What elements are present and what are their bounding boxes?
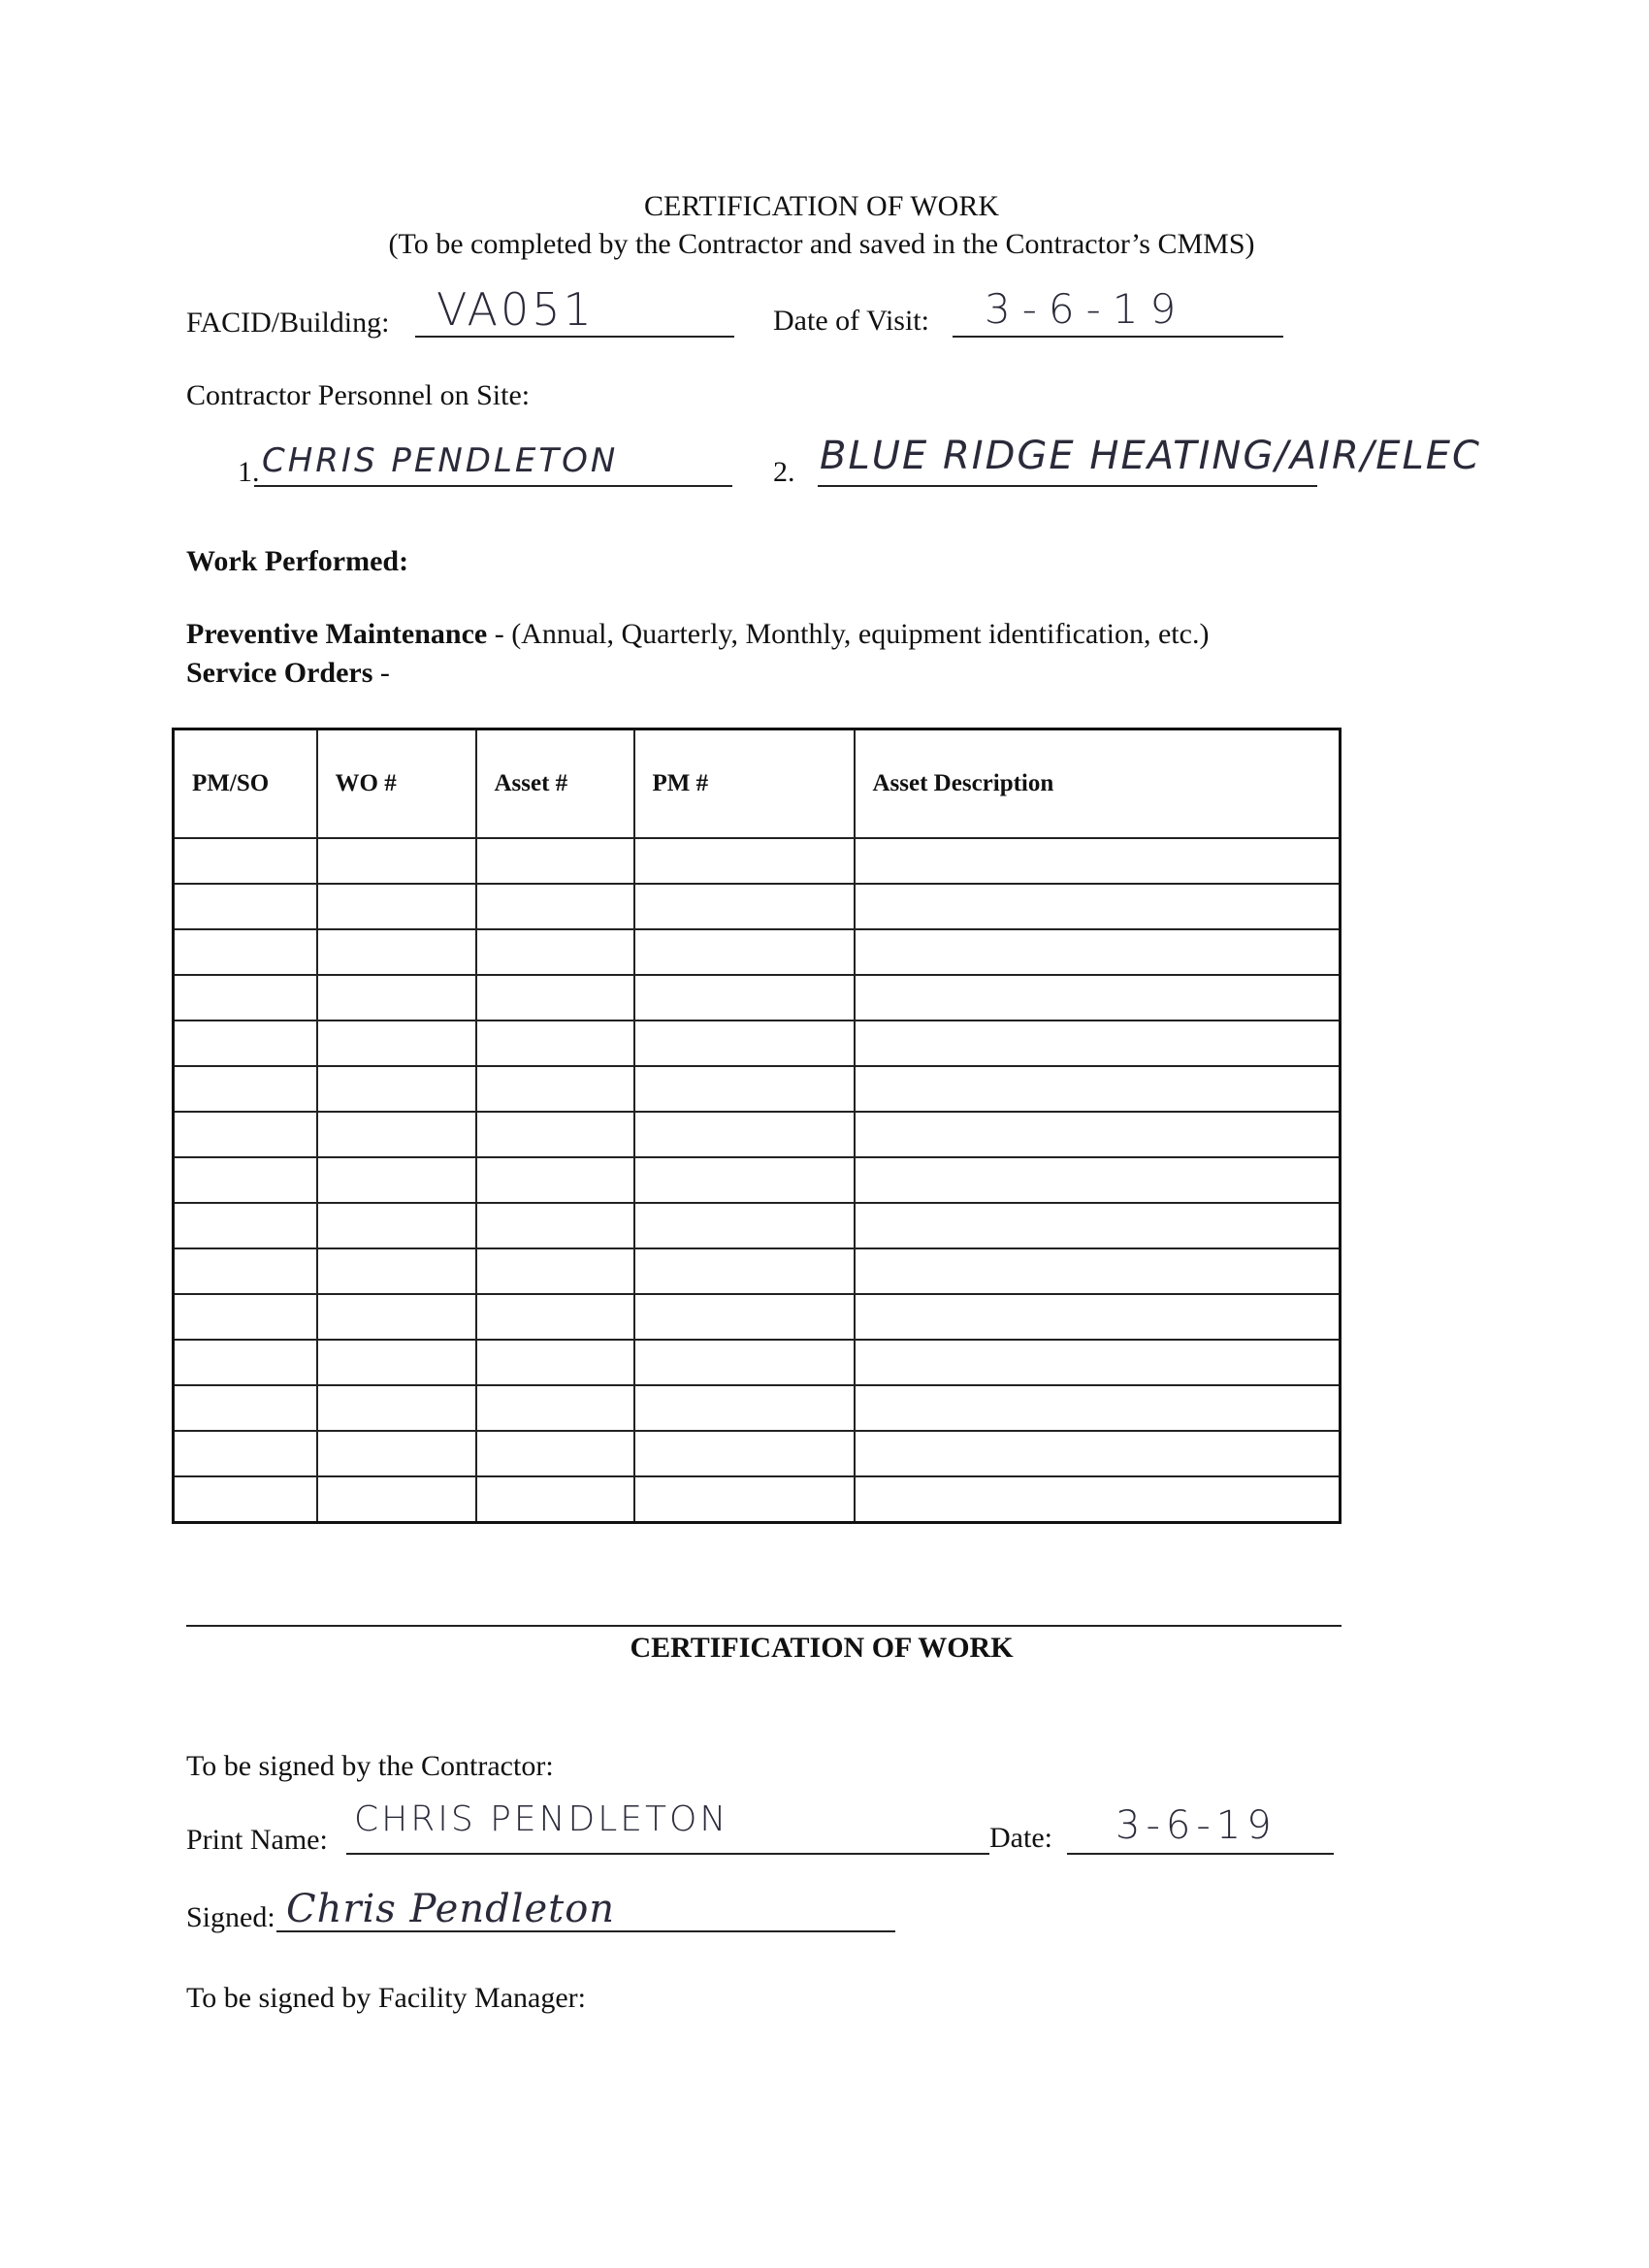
table-cell[interactable] xyxy=(476,1021,634,1066)
table-cell[interactable] xyxy=(317,1476,476,1523)
table-cell[interactable] xyxy=(317,1066,476,1112)
cert-date-underline xyxy=(1067,1853,1334,1855)
table-cell[interactable] xyxy=(317,1248,476,1294)
preventive-maintenance-line xyxy=(186,620,1209,649)
so-label: Service Orders xyxy=(186,657,373,689)
page-subtitle: (To be completed by the Contractor and saved in the Contractor’s CMMS) xyxy=(388,228,1255,260)
table-cell[interactable] xyxy=(174,1294,317,1340)
table-cell[interactable] xyxy=(476,1431,634,1476)
col-pm: PM # xyxy=(634,729,855,839)
table-cell[interactable] xyxy=(174,1157,317,1203)
table-cell[interactable] xyxy=(855,1431,1341,1476)
table-cell[interactable] xyxy=(476,838,634,884)
table-cell[interactable] xyxy=(174,1340,317,1385)
section-divider xyxy=(186,1625,1342,1627)
table-row xyxy=(174,1294,1341,1340)
table-cell[interactable] xyxy=(855,1157,1341,1203)
table-cell[interactable] xyxy=(855,838,1341,884)
table-cell[interactable] xyxy=(476,1385,634,1431)
signed-underline xyxy=(276,1930,895,1932)
certification-title: CERTIFICATION OF WORK xyxy=(630,1632,1014,1664)
contractor-sign-label: To be signed by the Contractor: xyxy=(186,1750,554,1782)
table-cell[interactable] xyxy=(855,1203,1341,1248)
table-cell[interactable] xyxy=(634,1203,855,1248)
table-row xyxy=(174,1066,1341,1112)
table-cell[interactable] xyxy=(174,1112,317,1157)
table-cell[interactable] xyxy=(634,1066,855,1112)
table-row xyxy=(174,1203,1341,1248)
table-row xyxy=(174,1248,1341,1294)
facid-value[interactable]: VA051 xyxy=(436,283,595,336)
table-cell[interactable] xyxy=(476,929,634,975)
table-cell[interactable] xyxy=(855,975,1341,1021)
table-cell[interactable] xyxy=(476,975,634,1021)
signed-label: Signed: xyxy=(186,1901,275,1933)
table-cell[interactable] xyxy=(476,1248,634,1294)
table-cell[interactable] xyxy=(634,1340,855,1385)
table-cell[interactable] xyxy=(476,1340,634,1385)
col-asset: Asset # xyxy=(476,729,634,839)
personnel-1-number: 1. xyxy=(238,456,260,488)
table-cell[interactable] xyxy=(855,1476,1341,1523)
table-cell[interactable] xyxy=(634,975,855,1021)
table-cell[interactable] xyxy=(317,1294,476,1340)
table-cell[interactable] xyxy=(634,1248,855,1294)
table-cell[interactable] xyxy=(855,1294,1341,1340)
table-cell[interactable] xyxy=(317,1021,476,1066)
page-title: CERTIFICATION OF WORK xyxy=(644,190,999,222)
visit-date-underline xyxy=(953,336,1283,338)
table-cell[interactable] xyxy=(634,1476,855,1523)
table-cell[interactable] xyxy=(174,1066,317,1112)
print-name-label: Print Name: xyxy=(186,1824,328,1856)
table-cell[interactable] xyxy=(855,1066,1341,1112)
table-cell[interactable] xyxy=(634,1157,855,1203)
table-cell[interactable] xyxy=(476,1112,634,1157)
table-cell[interactable] xyxy=(317,1112,476,1157)
pm-desc: - (Annual, Quarterly, Monthly, equipment identification, etc.) xyxy=(487,618,1210,650)
table-cell[interactable] xyxy=(317,975,476,1021)
so-desc: - xyxy=(372,657,390,689)
personnel-1-underline xyxy=(254,485,732,487)
table-cell[interactable] xyxy=(174,1248,317,1294)
personnel-label: Contractor Personnel on Site: xyxy=(186,379,531,411)
print-name-value[interactable]: CHRIS PENDLETON xyxy=(354,1799,729,1839)
table-cell[interactable] xyxy=(174,838,317,884)
cert-date-label: Date: xyxy=(989,1822,1052,1854)
table-cell[interactable] xyxy=(317,838,476,884)
table-cell[interactable] xyxy=(317,1431,476,1476)
service-orders-line xyxy=(186,659,390,688)
table-cell[interactable] xyxy=(476,1294,634,1340)
personnel-2-underline xyxy=(818,485,1317,487)
facid-label: FACID/Building: xyxy=(186,307,390,339)
table-cell[interactable] xyxy=(634,1112,855,1157)
table-cell[interactable] xyxy=(476,884,634,929)
table-cell[interactable] xyxy=(634,884,855,929)
table-cell[interactable] xyxy=(476,1476,634,1523)
table-cell[interactable] xyxy=(174,1476,317,1523)
col-asset-description: Asset Description xyxy=(855,729,1341,839)
table-cell[interactable] xyxy=(174,1431,317,1476)
facility-manager-label: To be signed by Facility Manager: xyxy=(186,1982,586,2014)
table-row xyxy=(174,1340,1341,1385)
personnel-2-value[interactable]: BLUE RIDGE HEATING/AIR/ELEC xyxy=(820,434,1481,478)
facid-underline xyxy=(415,336,734,338)
table-header-row xyxy=(174,729,1341,839)
table-cell[interactable] xyxy=(317,884,476,929)
table-cell[interactable] xyxy=(634,838,855,884)
table-row xyxy=(174,929,1341,975)
table-cell[interactable] xyxy=(317,929,476,975)
table-cell[interactable] xyxy=(174,1203,317,1248)
col-wo: WO # xyxy=(317,729,476,839)
table-row xyxy=(174,1385,1341,1431)
pm-label: Preventive Maintenance xyxy=(186,618,488,650)
table-cell[interactable] xyxy=(317,1340,476,1385)
table-row xyxy=(174,1021,1341,1066)
table-cell[interactable] xyxy=(317,1385,476,1431)
print-name-underline xyxy=(346,1853,989,1855)
table-cell[interactable] xyxy=(634,1385,855,1431)
table-cell[interactable] xyxy=(476,1066,634,1112)
table-cell[interactable] xyxy=(855,1021,1341,1066)
work-performed-heading: Work Performed: xyxy=(186,545,409,577)
work-table xyxy=(172,728,1342,1524)
visit-date-label: Date of Visit: xyxy=(773,305,929,337)
table-row xyxy=(174,1431,1341,1476)
col-pm-so: PM/SO xyxy=(174,729,317,839)
table-cell[interactable] xyxy=(634,1021,855,1066)
contractor-signature[interactable]: Chris Pendleton xyxy=(286,1887,616,1931)
table-cell[interactable] xyxy=(317,1203,476,1248)
personnel-2-number: 2. xyxy=(773,456,795,488)
table-row xyxy=(174,884,1341,929)
table-cell[interactable] xyxy=(317,1157,476,1203)
personnel-1-value[interactable]: CHRIS PENDLETON xyxy=(262,441,619,480)
table-row xyxy=(174,838,1341,884)
table-cell[interactable] xyxy=(476,1157,634,1203)
table-cell[interactable] xyxy=(174,1385,317,1431)
table-cell[interactable] xyxy=(174,975,317,1021)
table-cell[interactable] xyxy=(174,1021,317,1066)
table-cell[interactable] xyxy=(855,1112,1341,1157)
table-cell[interactable] xyxy=(855,1340,1341,1385)
table-cell[interactable] xyxy=(855,929,1341,975)
table-row xyxy=(174,1112,1341,1157)
table-row xyxy=(174,975,1341,1021)
table-cell[interactable] xyxy=(634,1294,855,1340)
table-cell[interactable] xyxy=(855,1385,1341,1431)
table-cell[interactable] xyxy=(855,1248,1341,1294)
visit-date-value[interactable]: 3-6-19 xyxy=(985,285,1188,333)
table-cell[interactable] xyxy=(855,884,1341,929)
table-cell[interactable] xyxy=(634,1431,855,1476)
cert-date-value[interactable]: 3-6-19 xyxy=(1116,1803,1277,1848)
table-cell[interactable] xyxy=(174,884,317,929)
table-cell[interactable] xyxy=(476,1203,634,1248)
table-row xyxy=(174,1157,1341,1203)
table-row xyxy=(174,1476,1341,1523)
table-cell[interactable] xyxy=(174,929,317,975)
table-cell[interactable] xyxy=(634,929,855,975)
